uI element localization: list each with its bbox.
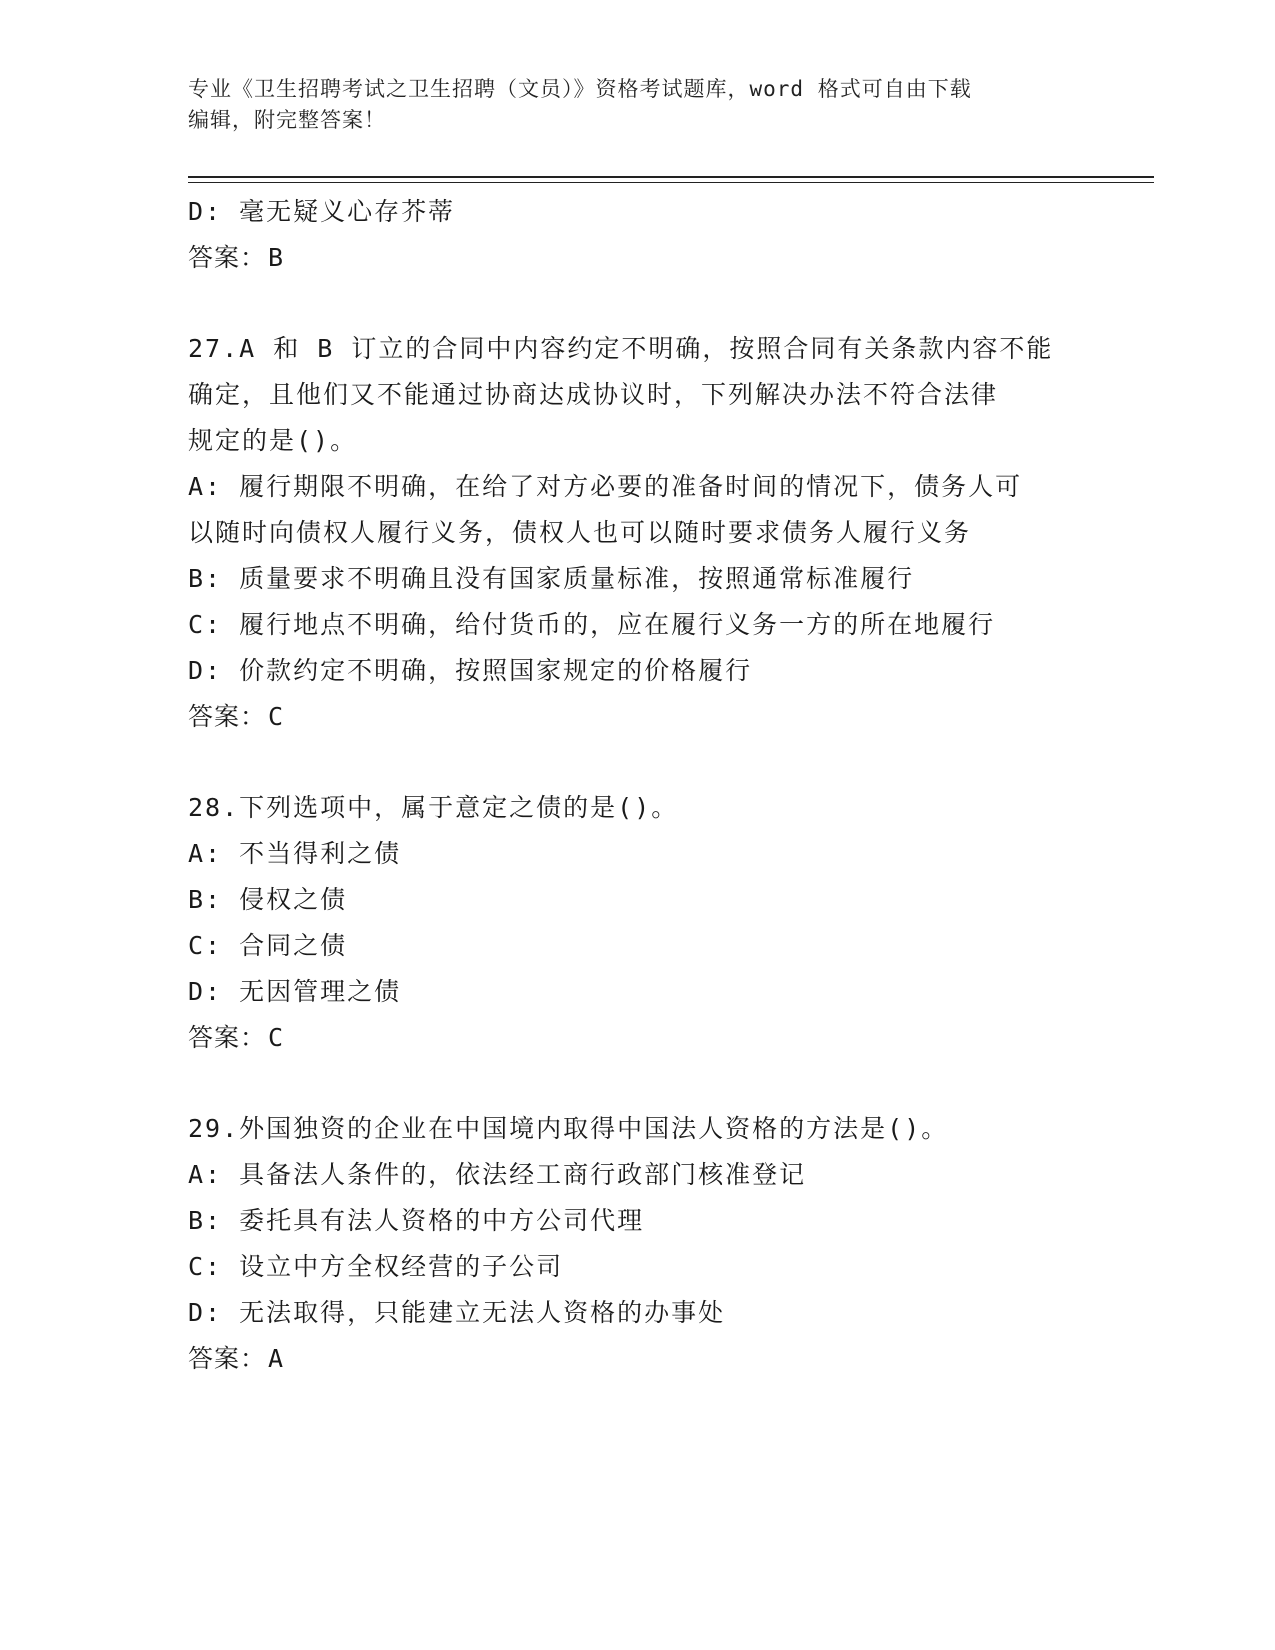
question-stem: 确定，且他们又不能通过协商达成协议时，下列解决办法不符合法律 xyxy=(188,380,999,409)
answer-label: 答案： xyxy=(188,1023,267,1052)
question-29 xyxy=(188,1106,1088,1382)
question-stem: 29.外国独资的企业在中国境内取得中国法人资格的方法是()。 xyxy=(188,1114,949,1143)
header-divider-thick xyxy=(188,176,1154,178)
document-header xyxy=(188,74,1068,136)
option-c: C: 设立中方全权经营的子公司 xyxy=(188,1252,564,1281)
option-c: C: 合同之债 xyxy=(188,931,348,960)
option-b: B: 侵权之债 xyxy=(188,885,348,914)
question-stem: 规定的是()。 xyxy=(188,426,358,455)
option-d: D: 价款约定不明确，按照国家规定的价格履行 xyxy=(188,656,753,685)
answer-value: C xyxy=(268,702,285,731)
header-line-2: 编辑，附完整答案！ xyxy=(188,108,386,132)
option-a-continued: 以随时向债权人履行义务，债权人也可以随时要求债务人履行义务 xyxy=(188,518,972,547)
answer xyxy=(188,1015,1088,1061)
answer-label: 答案： xyxy=(188,243,267,272)
answer-value: A xyxy=(268,1344,285,1373)
answer-value: C xyxy=(268,1023,285,1052)
option-d: D: 无因管理之债 xyxy=(188,977,402,1006)
header-divider-thin xyxy=(188,182,1154,183)
question-27 xyxy=(188,326,1088,740)
option-a: A: 履行期限不明确，在给了对方必要的准备时间的情况下，债务人可 xyxy=(188,472,1023,501)
answer xyxy=(188,694,1088,740)
answer-label: 答案： xyxy=(188,1344,267,1373)
prev-option-d: D: 毫无疑义心存芥蒂 xyxy=(188,197,456,226)
question-28 xyxy=(188,785,1088,1061)
option-b: B: 委托具有法人资格的中方公司代理 xyxy=(188,1206,645,1235)
header-line-1: 专业《卫生招聘考试之卫生招聘（文员）》资格考试题库，word 格式可自由下载 xyxy=(188,77,972,101)
question-list xyxy=(188,189,1088,1382)
answer-label: 答案： xyxy=(188,702,267,731)
option-c: C: 履行地点不明确，给付货币的，应在履行义务一方的所在地履行 xyxy=(188,610,996,639)
option-a: A: 不当得利之债 xyxy=(188,839,402,868)
option-b: B: 质量要求不明确且没有国家质量标准，按照通常标准履行 xyxy=(188,564,915,593)
question-stem: 27.A 和 B 订立的合同中内容约定不明确，按照合同有关条款内容不能 xyxy=(188,334,1054,363)
prev-answer xyxy=(188,235,1088,281)
option-a: A: 具备法人条件的，依法经工商行政部门核准登记 xyxy=(188,1160,807,1189)
answer-value: B xyxy=(268,243,285,272)
question-stem: 28.下列选项中，属于意定之债的是()。 xyxy=(188,793,679,822)
answer xyxy=(188,1336,1088,1382)
option-d: D: 无法取得，只能建立无法人资格的办事处 xyxy=(188,1298,726,1327)
